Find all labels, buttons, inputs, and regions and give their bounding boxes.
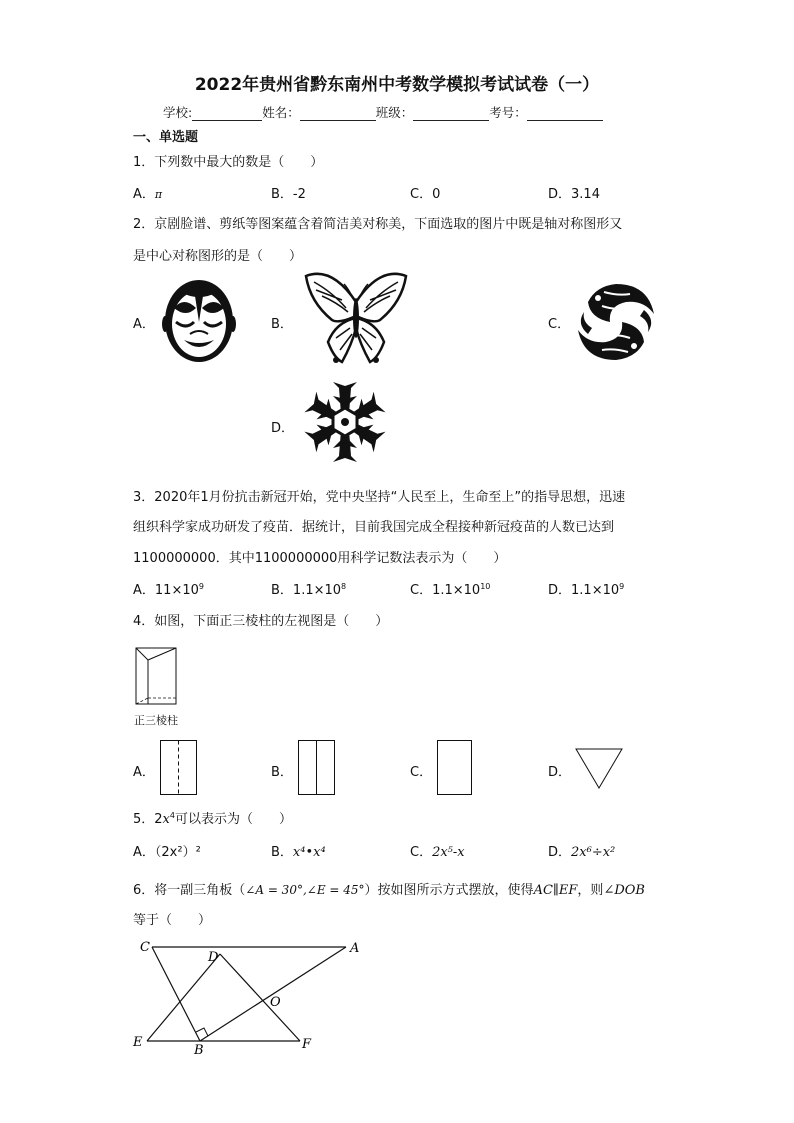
q4-option-c-label: C．: [410, 765, 433, 780]
q4-option-d-shape: [575, 748, 623, 790]
school-label: 学校:: [163, 105, 193, 120]
label-a: A: [350, 941, 360, 956]
q4-option-b-label: B．: [271, 765, 293, 780]
q2-option-c-label: C．: [548, 317, 571, 332]
q1-option-c: C．0: [410, 187, 441, 202]
q4-stem: 4．如图，下面正三棱柱的左视图是（ ）: [133, 614, 389, 629]
page-title: 2022年贵州省黔东南州中考数学模拟考试试卷（一）: [194, 75, 600, 95]
fish-papercut-image: [574, 280, 658, 364]
q3-option-b: B．$1.1\times 10^8$: [271, 582, 347, 598]
label-f: F: [302, 1037, 312, 1052]
q4-option-a-shape: [160, 740, 198, 796]
q2-option-a-label: A．: [133, 317, 155, 332]
q5-option-d: D．2x⁶÷x²: [548, 845, 616, 860]
q2-stem-line1: 2．京剧脸谱、剪纸等图案蕴含着简洁美对称美，下面选取的图片中既是轴对称图形又: [133, 217, 623, 232]
triangle-set-figure: [130, 936, 370, 1056]
q2-option-d-label: D．: [271, 421, 295, 436]
class-blank[interactable]: [413, 108, 489, 121]
opera-mask-image: [160, 278, 238, 364]
label-b: B: [194, 1043, 204, 1058]
q6-stem-line2: 等于（ ）: [133, 913, 212, 928]
school-blank[interactable]: [192, 108, 262, 121]
q5-option-a: A．（2x²）²: [133, 845, 201, 860]
q1-option-a: A．π: [133, 187, 163, 202]
q1-option-b: B．-2: [271, 187, 306, 202]
q6-stem-line1: 6．将一副三角板（∠A = 30°,∠E = 45°）按如图所示方式摆放，使得AC∥EF，则∠DOB: [133, 883, 645, 898]
q2-stem-line2: 是中心对称图形的是（ ）: [133, 249, 303, 264]
q3-stem-line1: 3．2020年1月份抗击新冠开始，党中央坚持“人民至上，生命至上”的指导思想，迅速: [133, 490, 626, 505]
number-blank[interactable]: [527, 108, 603, 121]
q4-option-d-label: D．: [548, 765, 572, 780]
label-d: D: [208, 950, 219, 965]
label-c: C: [140, 940, 150, 955]
q5-option-c: C．2x⁵-x: [410, 845, 465, 860]
q4-option-a-label: A．: [133, 765, 155, 780]
q1-stem: 1．下列数中最大的数是（ ）: [133, 155, 324, 170]
name-blank[interactable]: [300, 108, 376, 121]
q3-option-d: D．$1.1\times 10^9$: [548, 582, 625, 598]
prism-caption: 正三棱柱: [134, 714, 178, 727]
q3-stem-line3: 1100000000．其中1100000000用科学记数法表示为（ ）: [133, 551, 507, 566]
section-heading: 一、单选题: [133, 130, 199, 145]
q5-stem: 5．$2x^4$可以表示为（ ）: [133, 811, 292, 827]
q3-option-a: A．$11\times 10^9$: [133, 582, 204, 598]
label-o: O: [270, 995, 281, 1010]
class-label: 班级：: [375, 105, 414, 120]
butterfly-image: [302, 272, 410, 366]
q3-stem-line2: 组织科学家成功研发了疫苗．据统计，目前我国完成全程接种新冠疫苗的人数已达到: [133, 520, 615, 535]
q5-option-b: B．x⁴•x⁴: [271, 845, 326, 860]
triangular-prism-figure: [134, 642, 184, 710]
q3-option-c: C．$1.1\times 10^{10}$: [410, 582, 491, 598]
q1-option-d: D．3.14: [548, 187, 600, 202]
name-label: 姓名：: [262, 105, 300, 120]
number-label: 考号：: [489, 105, 527, 120]
q2-option-b-label: B．: [271, 317, 293, 332]
student-info-line: [163, 103, 603, 121]
snowflake-image: [300, 380, 390, 464]
label-e: E: [133, 1035, 143, 1050]
q4-option-b-shape: [298, 740, 336, 796]
q4-option-c-shape: [437, 740, 473, 796]
